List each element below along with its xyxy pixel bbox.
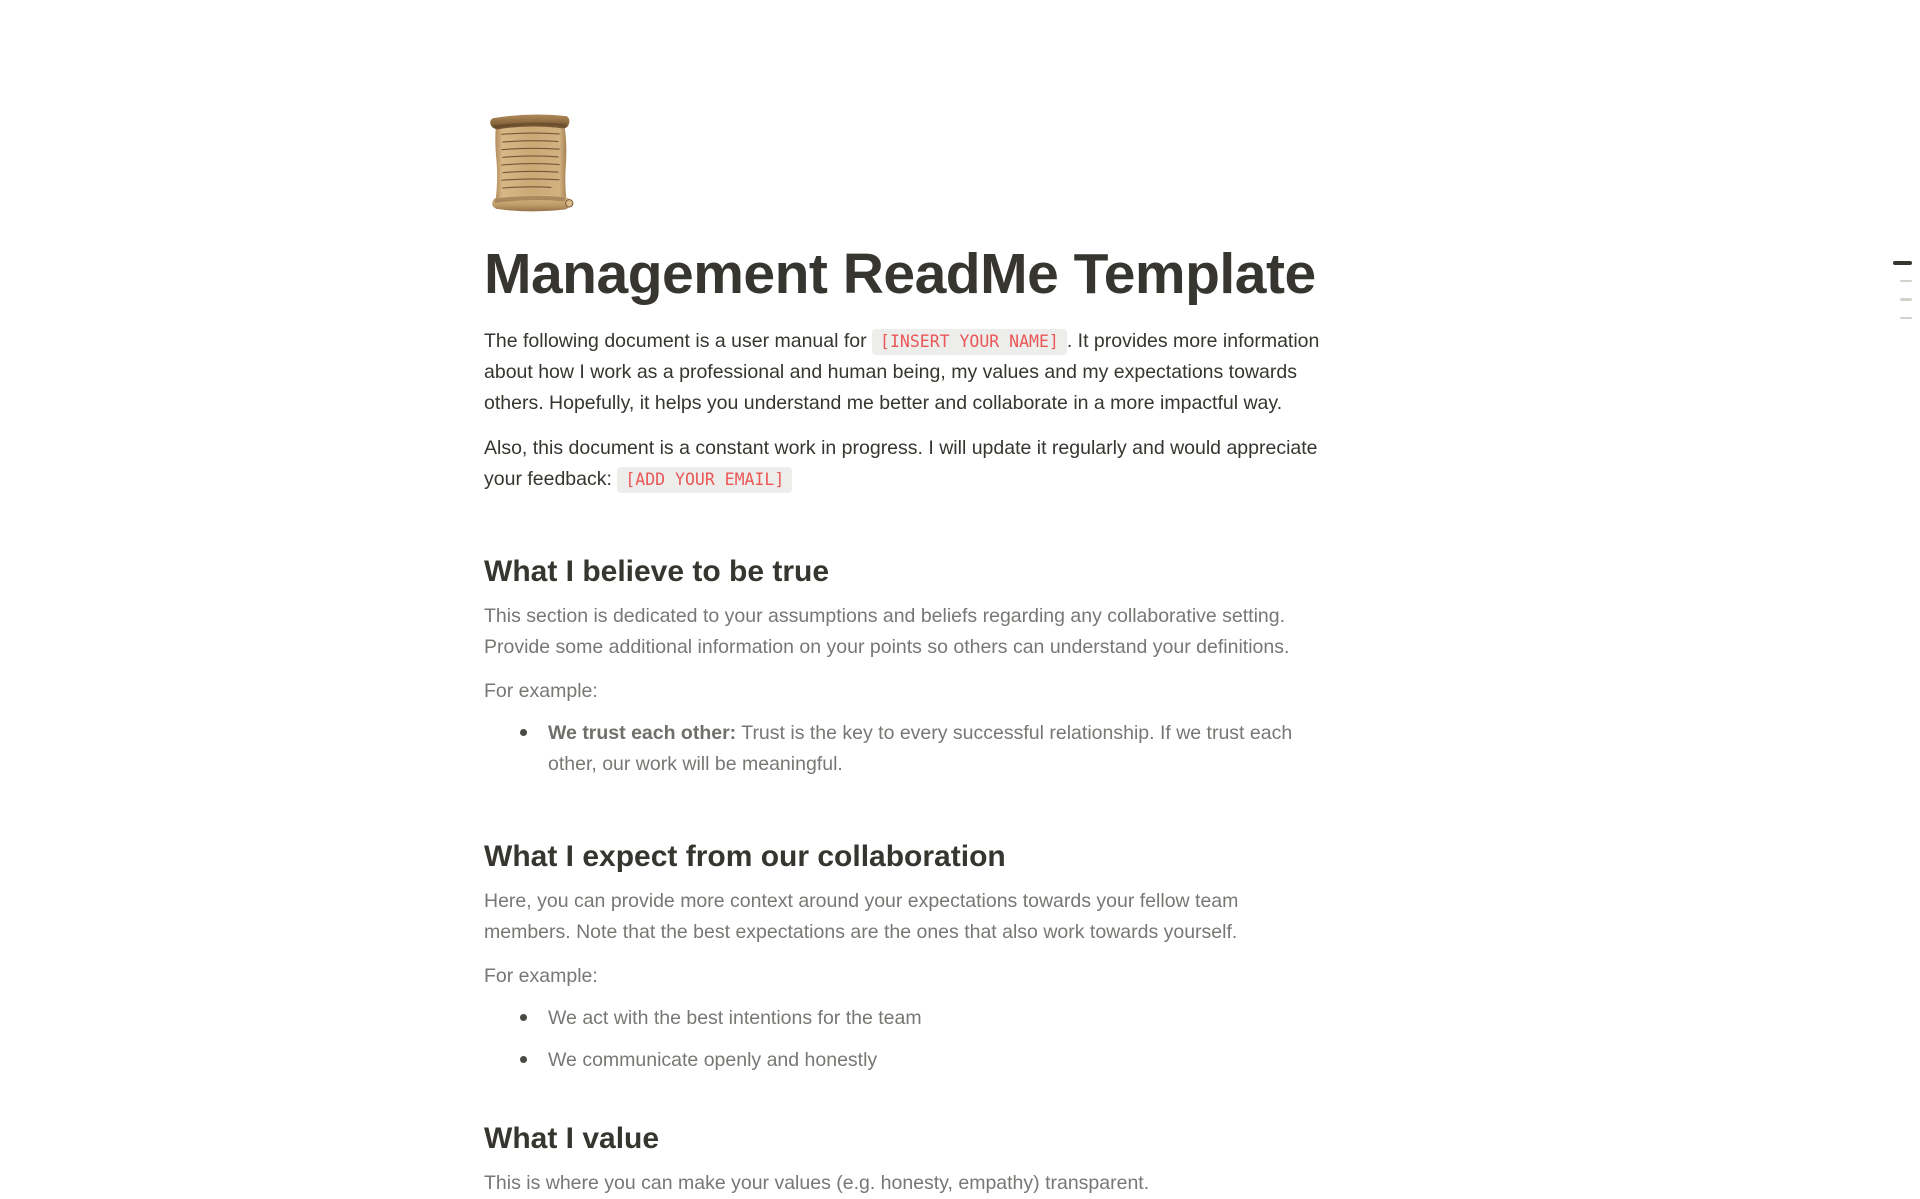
intro-p1-text-before: The following document is a user manual for: [484, 330, 873, 353]
insert-name-code-chip[interactable]: [INSERT YOUR NAME]: [872, 329, 1067, 355]
intro-paragraph-2[interactable]: [484, 433, 1330, 495]
list-item[interactable]: [484, 1045, 1330, 1076]
list-item[interactable]: [484, 718, 1330, 780]
document-outline-indicator: [1893, 261, 1912, 335]
bullet-dot: [514, 1045, 548, 1063]
bullet-text: We communicate openly and honestly: [548, 1048, 878, 1071]
outline-bar[interactable]: [1900, 317, 1912, 320]
bullet-dot: [514, 718, 548, 736]
intro-p1-text-after: . It provides more information about how I work as a professional and human being, my values and my expectations towards others. Hopefully, it helps you understand me better and collaborate in a more impactful way.: [484, 330, 1320, 414]
add-email-code-chip[interactable]: [ADD YOUR EMAIL]: [617, 467, 792, 493]
bullet-text: Trust is the key to every successful relationship. If we trust each other, our work will be meaningful.: [548, 721, 1293, 775]
intro-paragraph-1[interactable]: [484, 326, 1330, 418]
example-label[interactable]: For example:: [484, 964, 598, 987]
list-item[interactable]: [484, 1003, 1330, 1034]
bullet-lead-bold: We trust each other:: [548, 721, 737, 744]
section-description[interactable]: Here, you can provide more context around your expectations towards your fellow team members. Note that the best expectations are the ones that also work towards yourself.: [484, 890, 1239, 944]
outline-bar[interactable]: [1893, 261, 1912, 265]
scroll-icon: [484, 112, 578, 214]
section-description[interactable]: This section is dedicated to your assumptions and beliefs regarding any collaborative setting. Provide some additional information on your points so others can understand your definitions.: [484, 605, 1290, 659]
bullet-text: We act with the best intentions for the team: [548, 1006, 922, 1029]
document-page: [484, 0, 1330, 1199]
section-heading-what-i-believe[interactable]: What I believe to be true: [484, 555, 830, 589]
example-label[interactable]: For example:: [484, 679, 598, 702]
bullet-dot: [514, 1003, 548, 1021]
outline-bar[interactable]: [1900, 298, 1912, 301]
section-description[interactable]: This is where you can make your values (e.g. honesty, empathy) transparent.: [484, 1172, 1150, 1195]
section-heading-what-i-value[interactable]: What I value: [484, 1122, 660, 1156]
page-icon[interactable]: [484, 112, 578, 214]
section-heading-what-i-expect[interactable]: What I expect from our collaboration: [484, 840, 1006, 874]
outline-bar[interactable]: [1900, 280, 1912, 283]
intro-p2-text-before: Also, this document is a constant work in progress. I will update it regularly and would appreciate your feedback:: [484, 436, 1318, 490]
page-title[interactable]: Management ReadMe Template: [484, 242, 1316, 306]
